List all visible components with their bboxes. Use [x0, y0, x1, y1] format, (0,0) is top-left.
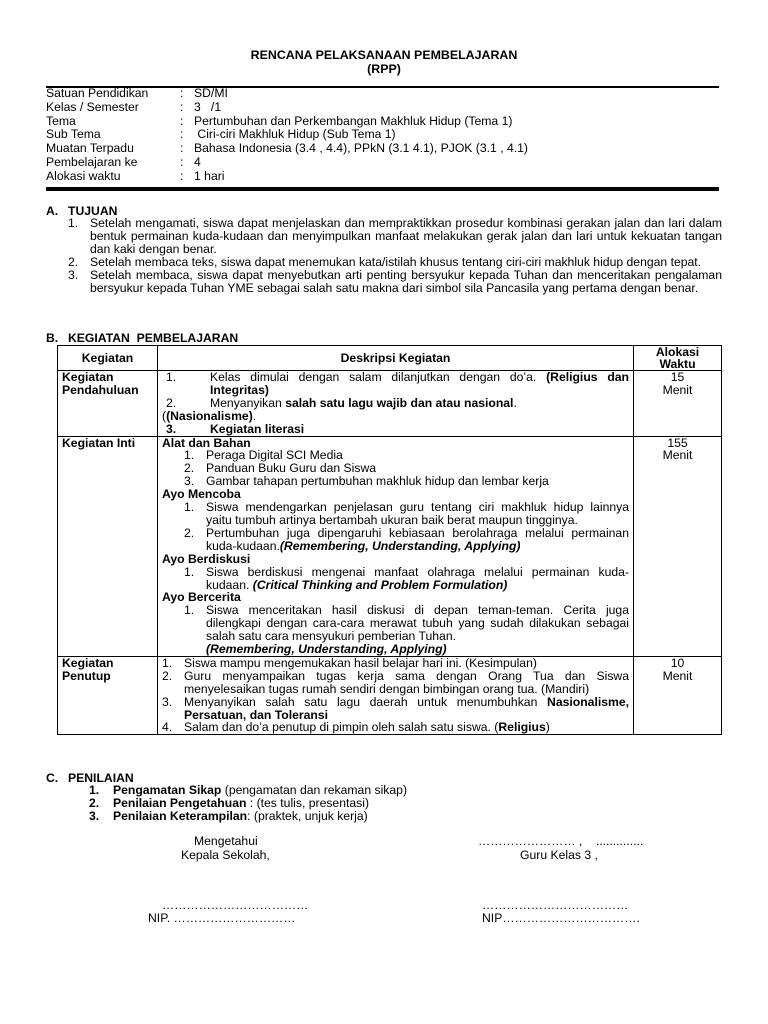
list-item: 1. Siswa mampu mengemukakan hasil belajar hari ini. (Kesimpulan)	[162, 655, 537, 670]
signature-left-nip: NIP. …………………………	[148, 911, 296, 925]
list-item: 1. Siswa berdiskusi mengenai manfaat olahraga melalui permainan kuda-kudaan. (Critical Thinking and Problem Formulation)	[184, 564, 629, 592]
identitas-row: Sub Tema : Ciri-ciri Makhluk Hidup (Sub Tema 1)	[46, 127, 396, 142]
identitas-row: Muatan Terpadu : Bahasa Indonesia (3.4 , 4.4), PPkN (3.1 4.1), PJOK (3.1 , 4.1)	[46, 141, 528, 156]
table-row-penutup	[58, 656, 722, 734]
deskripsi-cell: 1. Kelas dimulai dengan salam dilanjutkan dengan do’a. (Religius dan Integritas) 2. Menyanyikan salah satu lagu wajib dan atau nasional. ((Nasionalisme). 3. Kegiatan literasi	[158, 371, 634, 437]
tujuan-list	[68, 217, 722, 294]
deskripsi-cell: Alat dan Bahan 1. Peraga Digital SCI Media 2. Panduan Buku Guru dan Siswa 3. Gambar tahapan pertumbuhan makhluk hidup dan lembar kerja Ayo Mencoba 1. Siswa mendengarkan penjelasan guru tentang ciri makhluk hidup lainnya yaitu tumbuh artinya bertambah ukuran baik berat maupun tingginya. 2. Pertumbuhan juga dipengaruhi kebiasaan berolahraga melalui permainan kuda-kudaan.(Remembering, Understanding, Applying) Ayo Berdiskusi 1. Siswa berdiskusi mengenai manfaat olahraga melalui permainan kuda-kudaan. (Critical Thinking and Problem Formulation) Ayo Bercerita 1. Siswa menceritakan hasil diskusi di depan teman-teman. Cerita juga dilengkapi dengan cara-cara merawat tubuh yang sudah dilakukan sebagai salah satu cara mensyukuri pemberian Tuhan. (Remembering, Understanding, Applying)	[158, 436, 634, 656]
list-item: 1. Siswa mendengarkan penjelasan guru tentang ciri makhluk hidup lainnya yaitu tumbuh artinya bertambah ukuran baik berat maupun tingginya.	[184, 500, 629, 527]
column-header-kegiatan: Kegiatan	[58, 346, 158, 371]
list-item: 1. Peraga Digital SCI Media	[184, 448, 343, 463]
section-heading-kegiatan: B. KEGIATAN PEMBELAJARAN	[46, 331, 239, 345]
list-item: 1. Setelah mengamati, siswa dapat menjelaskan dan mempraktikkan prosedur kombinasi gerakan jalan dan lari dalam bentuk permainan kuda-kudaan dan menyimpulkan manfaat melakukan gerak jalan dan lari untuk kekuatan tangan dan kaki dengan benar.	[68, 216, 722, 256]
alokasi-cell: 155 Menit	[634, 436, 722, 656]
signature-right-role: Guru Kelas 3 ,	[520, 848, 598, 862]
list-item: 3. Penilaian Keterampilan: (praktek, unjuk kerja)	[89, 808, 368, 823]
alokasi-cell: 10 Menit	[634, 656, 722, 734]
list-item: 2. Penilaian Pengetahuan : (tes tulis, presentasi)	[89, 795, 370, 810]
column-header-alokasi: Alokasi Waktu	[634, 346, 722, 371]
penilaian-list	[89, 784, 407, 823]
list-item: 3. Setelah membaca, siswa dapat menyebutkan arti penting bersyukur kepada Tuhan dan menceritakan pengalaman bersyukur kepada Tuhan YME sebagai salah satu makna dari simbol sila Pancasila yang pertama dengan benar.	[68, 267, 722, 295]
identitas-row: Pembelajaran ke : 4	[46, 154, 201, 169]
list-item: 4. Salam dan do’a penutup di pimpin oleh salah satu siswa. (Religius)	[162, 720, 550, 735]
list-item: 2. Panduan Buku Guru dan Siswa	[184, 461, 377, 476]
kegiatan-table	[57, 345, 722, 735]
list-item: 3. Menyanyikan salah satu lagu daerah untuk menumbuhkan Nasionalisme, Persatuan, dan Toleransi	[162, 694, 629, 722]
list-item: 2. Guru menyampaikan tugas kerja sama dengan Orang Tua dan Siswa menyelesaikan tugas rumah sendiri dengan bimbingan orang tua. (Mandiri)	[162, 668, 629, 696]
list-item: 3. Gambar tahapan pertumbuhan makhluk hidup dan lembar kerja	[184, 474, 549, 489]
kegiatan-label: Kegiatan Pendahuluan	[58, 371, 158, 437]
list-item: 1. Pengamatan Sikap (pengamatan dan rekaman sikap)	[89, 783, 408, 797]
list-item: 1. Siswa menceritakan hasil diskusi di depan teman-teman. Cerita juga dilengkapi dengan cara-cara merawat tubuh yang sudah dilakukan sebagai salah satu cara mensyukuri pemberian Tuhan. (Remembering, Understanding, Applying)	[184, 603, 629, 657]
kegiatan-label: Kegiatan Penutup	[58, 656, 158, 734]
signature-left-name-line: ………………………………	[162, 898, 309, 912]
document-title: RENCANA PELAKSANAAN PEMBELAJARAN	[250, 48, 518, 62]
table-header-row	[58, 346, 722, 371]
signature-right-date: …………………… , ..............	[478, 834, 644, 848]
signature-left-label: Mengetahui	[194, 834, 258, 848]
alokasi-cell: 15 Menit	[634, 371, 722, 437]
section-heading-tujuan: A. TUJUAN	[46, 204, 118, 218]
list-item: 2. Setelah membaca teks, siswa dapat menemukan kata/istilah khusus tentang ciri-ciri makhluk hidup dengan tepat.	[68, 254, 702, 269]
table-row-inti	[58, 436, 722, 656]
identitas-row: Tema : Pertumbuhan dan Perkembangan Makhluk Hidup (Tema 1)	[46, 113, 513, 128]
table-row-pendahuluan	[58, 371, 722, 437]
signature-right-name-line: ………………………………	[482, 898, 629, 912]
identitas-row: Satuan Pendidikan : SD/MI	[46, 86, 228, 100]
identitas-row: Kelas / Semester : 3 /1	[46, 99, 222, 114]
identitas-divider	[46, 187, 719, 191]
identitas-row: Alokasi waktu : 1 hari	[46, 168, 225, 183]
list-item: 2. Pertumbuhan juga dipengaruhi kebiasaan berolahraga melalui permainan kuda-kudaan.(Remembering, Understanding, Applying)	[184, 525, 629, 553]
column-header-deskripsi: Deskripsi Kegiatan	[158, 346, 634, 371]
identitas-block	[46, 87, 528, 184]
signature-right-nip: NIP…………………………….	[482, 911, 640, 925]
signature-left-role: Kepala Sekolah,	[181, 848, 270, 862]
deskripsi-cell	[158, 656, 634, 734]
section-heading-penilaian: C. PENILAIAN	[46, 771, 134, 785]
kegiatan-label: Kegiatan Inti	[58, 436, 158, 656]
document-subtitle: (RPP)	[367, 62, 401, 76]
